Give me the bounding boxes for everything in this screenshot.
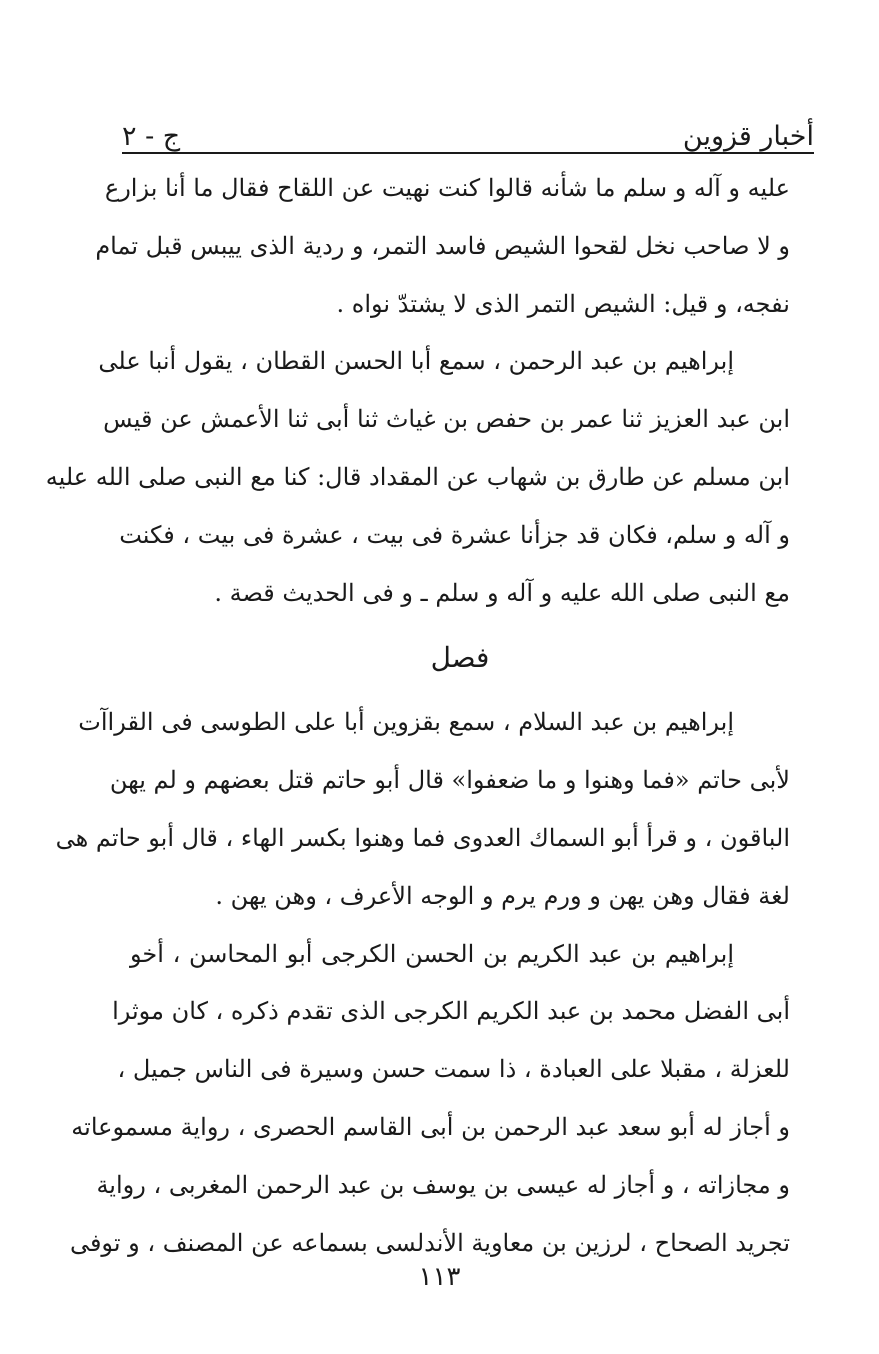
text-line: ابن مسلم عن طارق بن شهاب عن المقداد قال: كنا مع النبى صلى الله عليه bbox=[45, 462, 790, 491]
text-line: أبى الفضل محمد بن عبد الكريم الكرجى الذى تقدم ذكره ، كان موثرا bbox=[112, 997, 790, 1026]
text-line: تجريد الصحاح ، لرزين بن معاوية الأندلسى بسماعه عن المصنف ، و توفى bbox=[69, 1228, 790, 1257]
section-heading: فصل bbox=[430, 641, 490, 675]
text-line: و مجازاته ، و أجاز له عيسى بن يوسف بن عبد الرحمن المغربى ، رواية bbox=[96, 1170, 790, 1199]
text-line: ابن عبد العزيز ثنا عمر بن حفص بن غياث ثنا أبى ثنا الأعمش عن قيس bbox=[103, 405, 790, 434]
text-line: و لا صاحب نخل لقحوا الشيص فاسد التمر، و ردية الذى ييبس قبل تمام bbox=[95, 231, 790, 260]
text-line: و آله و سلم، فكان قد جزأنا عشرة فى بيت ، عشرة فى بيت ، فكنت bbox=[119, 520, 790, 549]
volume-number: ج - ٢ bbox=[122, 121, 181, 152]
text-line: عليه و آله و سلم ما شأنه قالوا كنت نهيت عن اللقاح فقال ما أنا بزارع bbox=[104, 174, 790, 202]
text-line: نفجه، و قيل: الشيص التمر الذى لا يشتدّ نواه . bbox=[336, 289, 790, 318]
page-body bbox=[45, 160, 790, 1272]
text-line: لأبى حاتم «فما وهنوا و ما ضعفوا» قال أبو حاتم قتل بعضهم و لم يهن bbox=[109, 766, 790, 795]
text-line: إبراهيم بن عبد السلام ، سمع بقزوين أبا على الطوسى فى القراآت bbox=[78, 708, 734, 737]
header-rule bbox=[122, 152, 814, 154]
page-header bbox=[122, 112, 814, 152]
text-line: الباقون ، و قرأ أبو السماك العدوى فما وهنوا بكسر الهاء ، قال أبو حاتم هى bbox=[55, 823, 790, 852]
page-number: ١١٣ bbox=[418, 1262, 461, 1292]
text-line: للعزلة ، مقبلا على العبادة ، ذا سمت حسن وسيرة فى الناس جميل ، bbox=[117, 1055, 790, 1084]
running-title: أخبار قزوين bbox=[682, 121, 814, 152]
text-line: لغة فقال وهن يهن و ورم يرم و الوجه الأعرف ، وهن يهن . bbox=[215, 881, 790, 910]
text-line: إبراهيم بن عبد الرحمن ، سمع أبا الحسن القطان ، يقول أنبا على bbox=[98, 347, 734, 376]
text-line: و أجاز له أبو سعد عبد الرحمن بن أبى القاسم الحصرى ، رواية مسموعاته bbox=[71, 1112, 790, 1141]
text-line: مع النبى صلى الله عليه و آله و سلم ـ و فى الحديث قصة . bbox=[214, 578, 790, 607]
text-line: إبراهيم بن عبد الكريم بن الحسن الكرجى أبو المحاسن ، أخو bbox=[130, 939, 734, 968]
